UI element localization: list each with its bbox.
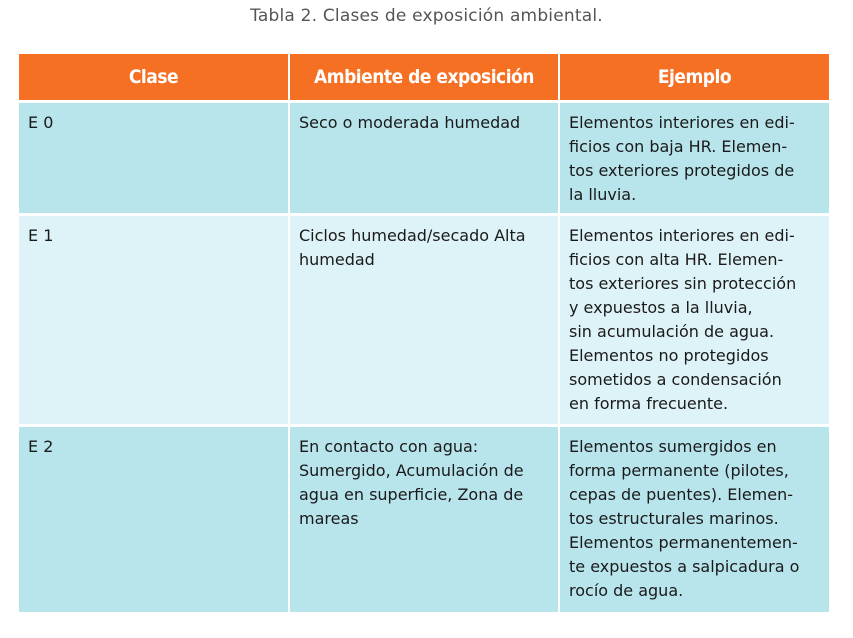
cell-text: En contacto con agua: Sumergido, Acumulación de agua en superficie, Zona de mareas [299, 437, 524, 528]
cell-clase [19, 215, 289, 426]
table-row [19, 102, 829, 215]
cell-text: E 2 [28, 437, 54, 456]
cell-text: E 0 [28, 113, 54, 132]
header-clase: Clase [19, 54, 289, 102]
cell-text: Elementos interiores en edi- ficios con alta HR. Elemen- tos exteriores sin protección y expuestos a la lluvia, sin acumulación de agua. Elementos no protegidos sometidos a condensación en forma frecuente. [569, 226, 797, 413]
cell-ambiente [289, 102, 559, 215]
header-ejemplo: Ejemplo [559, 54, 829, 102]
exposure-classes-table [19, 54, 829, 612]
cell-text: Elementos sumergidos en forma permanente (pilotes, cepas de puentes). Elemen- tos estructurales marinos. Elementos permanentemen- te expuestos a salpicadura o rocío de agua. [569, 437, 800, 600]
header-ambiente: Ambiente de exposición [289, 54, 559, 102]
cell-text: Elementos interiores en edi- ficios con baja HR. Elemen- tos exteriores protegidos de la lluvia. [569, 113, 795, 204]
cell-ambiente [289, 215, 559, 426]
cell-text: E 1 [28, 226, 54, 245]
cell-text: Seco o moderada humedad [299, 113, 521, 132]
table-caption: Tabla 2. Clases de exposición ambiental. [250, 6, 603, 26]
table-header [19, 54, 829, 102]
table [19, 54, 829, 612]
cell-ejemplo [559, 426, 829, 613]
cell-clase [19, 102, 289, 215]
cell-ejemplo [559, 215, 829, 426]
cell-text: Ciclos humedad/secado Alta humedad [299, 226, 526, 269]
table-body [19, 102, 829, 613]
table-row [19, 215, 829, 426]
cell-ejemplo [559, 102, 829, 215]
table-row [19, 426, 829, 613]
cell-clase [19, 426, 289, 613]
cell-ambiente [289, 426, 559, 613]
header-row [19, 54, 829, 102]
